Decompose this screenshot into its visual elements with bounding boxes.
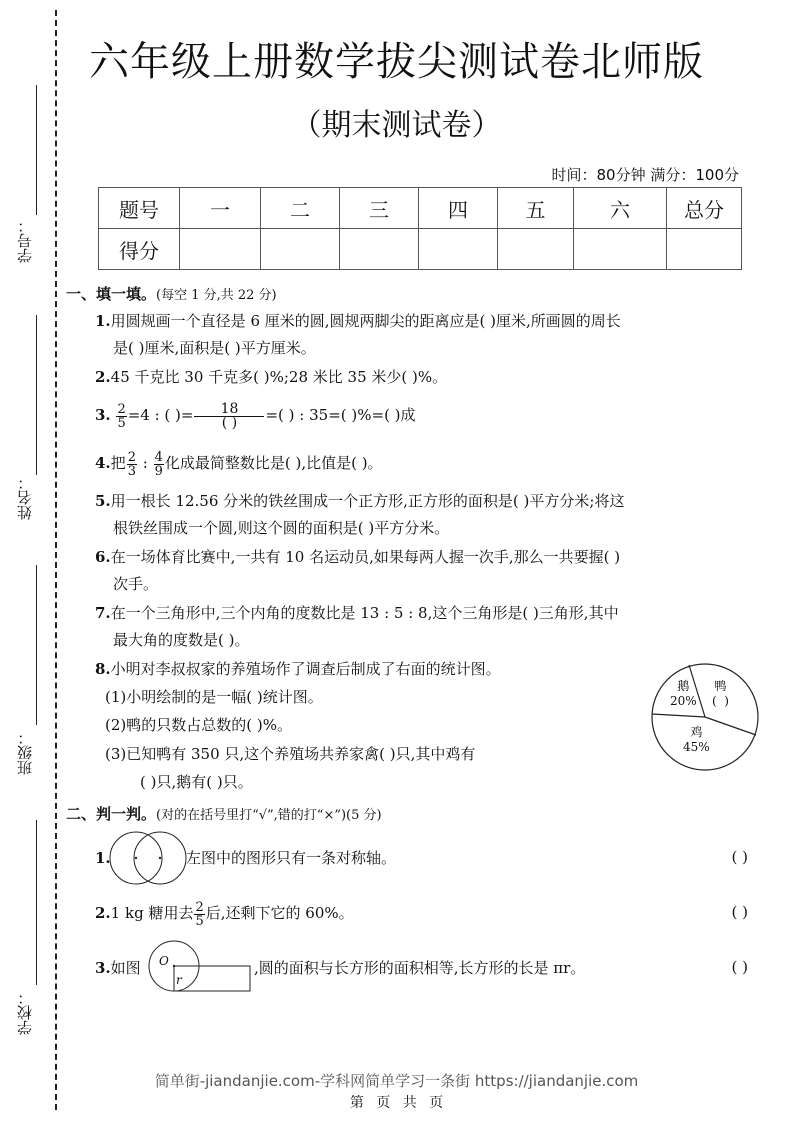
score-row-label: 得分 xyxy=(99,229,180,270)
fraction-two-thirds xyxy=(127,451,137,478)
overlapping-circles-icon xyxy=(108,830,188,886)
fraction-two-fifths xyxy=(194,901,204,928)
section2-title: 二、判一判。 xyxy=(66,805,157,823)
numerator: 2 xyxy=(127,449,136,465)
judge-question-3 xyxy=(95,958,141,978)
question-1-5 xyxy=(95,491,624,511)
question-1-4 xyxy=(95,446,383,480)
question-number: 4. xyxy=(95,454,111,472)
question-1-8-sub1 xyxy=(105,687,323,707)
question-number: 5. xyxy=(95,492,111,510)
judge-answer-3[interactable]: ( ) xyxy=(731,958,748,976)
header-cell: 六 xyxy=(574,188,667,229)
denominator: ( ) xyxy=(221,414,238,431)
question-text: 在一个三角形中,三个内角的度数比是 13 : 5 : 8,这个三角形是( )三角形,其中 xyxy=(110,604,619,622)
question-1-8-sub2 xyxy=(105,715,292,735)
exam-meta: 时间：80分钟 满分：100分 xyxy=(551,166,739,184)
class-underline[interactable] xyxy=(36,565,37,725)
score-cell[interactable] xyxy=(667,229,742,270)
pie-label-goose-name: 鹅 xyxy=(677,679,690,693)
binding-dashed-line xyxy=(55,10,57,1110)
question-text: 小明对李叔叔家的养殖场作了调查后制成了右面的统计图。 xyxy=(110,660,501,678)
school-label: 学校： xyxy=(16,990,34,1035)
judge-question-2 xyxy=(95,898,354,928)
page-title: 六年级上册数学拔尖测试卷北师版 xyxy=(89,39,704,85)
school-underline[interactable] xyxy=(36,820,37,985)
question-number: 1. xyxy=(95,849,111,867)
question-text: 在一场体育比赛中,一共有 10 名运动员,如果每两人握一次手,那么一共要握( ) xyxy=(110,548,621,566)
section1-heading xyxy=(66,283,277,304)
question-text: 45 千克比 30 千克多( )%;28 米比 35 米少( )%。 xyxy=(110,368,448,386)
header-cell: 三 xyxy=(340,188,419,229)
question-text: (2)鸭的只数占总数的( )%。 xyxy=(105,716,292,734)
question-1-1-cont xyxy=(113,338,316,358)
judge-answer-1[interactable]: ( ) xyxy=(731,848,748,866)
pie-label-chicken-name: 鸡 xyxy=(690,725,703,739)
question-text: 后,还剩下它的 60%。 xyxy=(205,904,354,922)
student-id-label: 学号： xyxy=(16,218,34,263)
question-text: =( ) : 35=( )%=( )成 xyxy=(265,406,416,424)
denominator: 5 xyxy=(117,415,126,431)
circle-rectangle-figure xyxy=(146,940,254,992)
question-number: 2. xyxy=(95,368,111,386)
numerator: 2 xyxy=(117,401,126,417)
numerator: 18 xyxy=(194,403,264,417)
question-text: 化成最简整数比是( ),比值是( )。 xyxy=(164,454,383,472)
question-1-8-sub3 xyxy=(105,744,475,764)
figure-label-r: r xyxy=(176,973,182,987)
fraction-18-over-blank xyxy=(194,400,264,431)
header-cell: 五 xyxy=(498,188,574,229)
pie-label-duck xyxy=(712,679,729,709)
name-label: 姓名： xyxy=(16,475,34,520)
header-cell: 题号 xyxy=(99,188,180,229)
question-text: 次手。 xyxy=(113,575,159,593)
question-text: (1)小明绘制的是一幅( )统计图。 xyxy=(105,688,323,706)
question-text: =4 : ( )= xyxy=(127,406,194,424)
ratio-colon: : xyxy=(137,454,153,472)
pie-label-duck-value[interactable]: ( ) xyxy=(712,694,729,708)
question-text: 1 kg 糖用去 xyxy=(110,904,194,922)
judge-answer-2[interactable]: ( ) xyxy=(731,903,748,921)
question-1-3 xyxy=(95,398,416,432)
figure-label-o: O xyxy=(159,954,169,968)
question-1-1 xyxy=(95,311,621,331)
question-text: 最大角的度数是( )。 xyxy=(113,631,250,649)
numerator: 2 xyxy=(195,899,204,915)
header-cell: 四 xyxy=(419,188,498,229)
question-1-6-cont xyxy=(113,574,158,594)
question-text: (3)已知鸭有 350 只,这个养殖场共养家禽( )只,其中鸡有 xyxy=(105,745,476,763)
header-cell: 二 xyxy=(261,188,340,229)
question-1-8-sub3-cont xyxy=(140,772,253,792)
denominator: 9 xyxy=(154,463,163,479)
score-cell[interactable] xyxy=(419,229,498,270)
question-number: 1. xyxy=(95,312,111,330)
question-1-8 xyxy=(95,659,501,679)
section2-heading xyxy=(66,803,382,824)
numerator: 4 xyxy=(154,449,163,465)
fraction-two-fifths xyxy=(116,403,126,430)
judge-question-1-text xyxy=(186,848,396,868)
judge-question-3-text xyxy=(254,958,585,978)
question-number: 3. xyxy=(95,959,111,977)
pie-chart xyxy=(650,662,760,772)
name-underline[interactable] xyxy=(36,315,37,475)
question-1-7 xyxy=(95,603,619,623)
score-cell[interactable] xyxy=(340,229,419,270)
question-text: 用一根长 12.56 分米的铁丝围成一个正方形,正方形的面积是( )平方分米;将这 xyxy=(110,492,625,510)
question-text: 用圆规画一个直径是 6 厘米的圆,圆规两脚尖的距离应是( )厘米,所画圆的周长 xyxy=(110,312,621,330)
section1-note: (每空 1 分,共 22 分) xyxy=(156,288,277,303)
page-info: 第 页 共 页 xyxy=(349,1095,444,1111)
footer-watermark: 简单街-jiandanjie.com-学科网简单学习一条街 https://jiandanjie.com xyxy=(154,1072,639,1090)
pie-chart-graphic xyxy=(650,662,760,772)
section2-note: (对的在括号里打“√”,错的打“×”)(5 分) xyxy=(156,808,382,823)
denominator: 3 xyxy=(127,463,136,479)
question-text: 左图中的图形只有一条对称轴。 xyxy=(186,849,397,867)
question-number: 7. xyxy=(95,604,111,622)
score-table-score-row xyxy=(99,229,742,270)
question-text: 如图 xyxy=(110,959,141,977)
header-cell: 总分 xyxy=(667,188,742,229)
question-1-7-cont xyxy=(113,630,249,650)
question-number: 6. xyxy=(95,548,111,566)
question-number: 2. xyxy=(95,904,111,922)
score-table-header-row xyxy=(99,188,742,229)
section1-title: 一、填一填。 xyxy=(66,285,157,303)
question-number: 3. xyxy=(95,406,111,424)
class-label: 班级： xyxy=(16,730,34,775)
question-number: 8. xyxy=(95,660,111,678)
pie-label-duck-name: 鸭 xyxy=(714,679,727,693)
score-cell[interactable] xyxy=(498,229,574,270)
denominator: 5 xyxy=(195,913,204,929)
header-cell: 一 xyxy=(180,188,261,229)
fraction-four-ninths xyxy=(154,451,164,478)
pie-label-goose-value: 20% xyxy=(670,694,697,708)
question-1-5-cont xyxy=(113,518,449,538)
score-cell[interactable] xyxy=(180,229,261,270)
score-table xyxy=(98,187,742,270)
question-text: 把 xyxy=(110,454,126,472)
overlapping-circles-figure xyxy=(108,830,188,886)
question-1-6 xyxy=(95,547,620,567)
question-text: ,圆的面积与长方形的面积相等,长方形的长是 πr。 xyxy=(254,959,586,977)
pie-label-goose xyxy=(670,679,697,709)
page-subtitle: （期末测试卷） xyxy=(291,108,502,143)
question-text: 根铁丝围成一个圆,则这个圆的面积是( )平方分米。 xyxy=(113,519,450,537)
question-text: ( )只,鹅有( )只。 xyxy=(140,773,253,791)
pie-label-chicken-value: 45% xyxy=(683,740,710,754)
pie-label-chicken xyxy=(683,725,710,755)
score-cell[interactable] xyxy=(574,229,667,270)
question-1-2 xyxy=(95,367,447,387)
score-cell[interactable] xyxy=(261,229,340,270)
question-text: 是( )厘米,面积是( )平方厘米。 xyxy=(113,339,316,357)
